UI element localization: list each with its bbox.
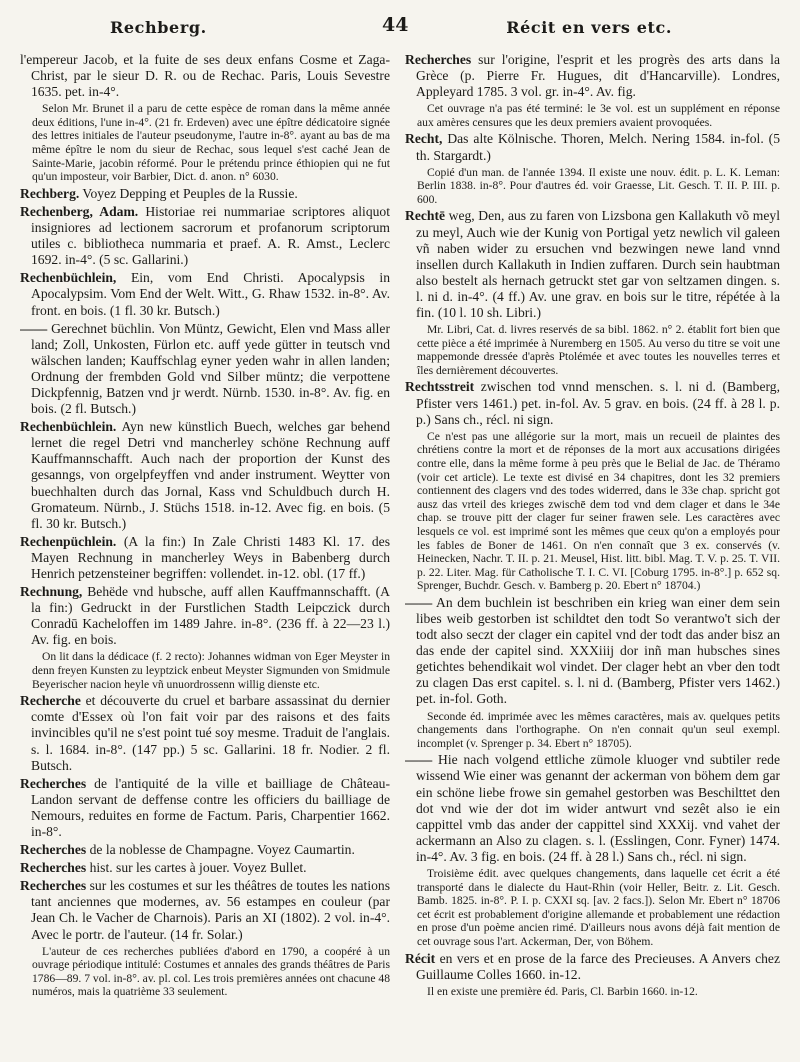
entry-headword: Rechtsstreit	[405, 379, 475, 395]
entry-headword: Recht,	[405, 131, 443, 147]
dictionary-entry	[405, 52, 780, 100]
dictionary-entry	[405, 208, 780, 321]
dictionary-entry	[20, 693, 390, 773]
entry-headword: Rechtē	[405, 208, 446, 224]
entry-text: zwischen tod vnnd menschen. s. l. ni d. (Bamberg, Pfister vers 1461.) pet. in-fol. Av. 5 grav. en bois. (24 ff. à 28 l. p. p.) Sans ch., récl. ni sign.	[416, 379, 780, 427]
entry-note: Il en existe une première éd. Paris, Cl. Barbin 1660. in-12.	[427, 984, 698, 998]
entry-note: On lit dans la dédicace (f. 2 recto): Johannes widman von Eger Meyster in denn freyen Kunsten zu leyptzick enbeut Meyster Sigmunden von Smidmule Beyerischer nacion heyle vñ unuordrossenn willig dienste etc.	[32, 650, 390, 691]
entry-text: weg, Den, aus zu faren von Lizsbona gen Kallakuth võ meyl zu meyl, Auch wie der Kunig von Portigal yetz newlich vil galeen vñ naben wider zu ersuchen vnd bezwingen newe land vnnd insellen durch Kallakuth in Indien zuffaren. Durch sein haubtman also bestelt als hernach getruckt stet gar von seltzamen dingen. s. l. ni d. in-4°. (4 ff.) Av. une grav. en bois sur le titre, répétée à la fin. (10 l. 10 sh. Libri.)	[416, 208, 780, 320]
dictionary-entry	[20, 52, 390, 100]
entry-note: Mr. Libri, Cat. d. livres reservés de sa bibl. 1862. n° 2. établit fort bien que cette pièce a été imprimée à Nuremberg en 1505. Au verso du titre se voit une mappemonde dressée d'après Ptolémée et avec toutes les nouvelles terres et îles dernièrement découvertes.	[417, 323, 780, 377]
entry-headword: Recherches	[405, 52, 472, 67]
entry-note: Troisième édit. avec quelques changements, dans laquelle cet écrit a été transporté dans le dialecte du Haut-Rhin (voir Heller, Beitr. z. Lit. Gesch. Bamb. 1825. in-8°. P. I. p. CXXI sq. [av. 2 facs.]). Selon Mr. Ebert n° 18706 cet écrit est probablement d'origine allemande et probablement une rédaction en prose d'un poème ancien rimé. D'ailleurs nous avons déjà fait mention de cet ouvrage sous l'art. Ackerman, Der, von Böhem.	[417, 866, 780, 948]
dictionary-entry	[20, 321, 390, 418]
dictionary-entry	[20, 204, 390, 268]
entry-headword: Rechnung,	[20, 584, 83, 600]
dictionary-entry	[405, 951, 780, 983]
entry-text: Historiae rei nummariae scriptores aliquot insigniores ad lectionem sacrorum et profanorum scriptorum utiles c. bibliotheca nummaria et praef. A. R. Amst., Leclerc 1692. in-4°. (5 sc. Gallarini.)	[31, 203, 390, 268]
entry-text: de l'antiquité de la ville et bailliage de Château-Landon servant de deffense contre les officiers du bailliage de Nemours, reduites en forme de Factum. Paris, Charpentier 1662. in-8°.	[31, 775, 390, 839]
left-column	[20, 52, 390, 1052]
entry-headword: ——	[405, 594, 433, 610]
entry-headword: ——	[20, 320, 48, 336]
entry-text: Behëde vnd hubsche, auff allen Kauffmannschafft. (A la fin:) Gedruckt in der Furstlichen Stadth Leipczick durch Conradū Kacheloffen im 1489 Jahre. in-8°. (236 ff. à 22—23 l.) Av. fig. en bois.	[31, 584, 390, 648]
entry-headword: Rechenbüchlein,	[20, 270, 117, 286]
entry-note: Copié d'un man. de l'année 1394. Il existe une nouv. édit. p. L. K. Leman: Berlin 1838. in-8°. Pour d'autres éd. voir Graesse, Lit. Gesch. T. II. P. III. p. 600.	[417, 165, 780, 206]
dictionary-entry	[20, 776, 390, 840]
dictionary-entry	[20, 186, 390, 202]
dictionary-entry	[405, 131, 780, 163]
page-number: 44	[382, 14, 409, 36]
dictionary-entry	[20, 878, 390, 942]
dictionary-entry	[405, 379, 780, 427]
entry-note: Seconde éd. imprimée avec les mêmes caractères, mais av. quelques petits changements dans l'orthographe. On n'en connait qu'un seul exempl. incomplet (v. Sprenger p. 34. Ebert n° 18705).	[417, 709, 780, 750]
entry-text: An dem buchlein ist beschriben ein krieg wan einer dem sein libes weib gestorben ist schildtet den todt So verantwo't sich der todt also seczt der clager ein capitel vnd der todt das ander bisz an das ende der capitel sind. XXXiiij dor inñ man hubsches sines getichtes behendikait wol vindet. Der clager hebt an vber den todt zu clagen Das erst capitel. s. l. ni d. (Bamberg, Pfister vers 1462.) pet. in-fol. Goth.	[416, 594, 780, 707]
entry-text: Hie nach volgend ettliche zümole kluoger vnd subtiler rede wissend Wie einer was genannt der ackerman von böhem dem gar ein schöne liebe frowe sin gemahel gestorben was Beschilttet den dot vnd wie der dot im wider antwurt vnd sezêt also ie ein cappittel vmb das ander der cappittel sind XXXij. vnd vahet der ackermann an Also zu clagen. s. l. (Esslingen, Conr. Fyner) 1474. in-4°. Av. 3 fig. en bois. (24 ff. à 28 l.) Sans ch., récl. ni sign.	[416, 752, 780, 864]
entry-text: l'empereur Jacob, et la fuite de ses deux enfans Cosme et Zaga-Christ, par le sieur D. R. ou de Rechac. Paris, Louis Sevestre 1635. pet. in-4°.	[20, 52, 390, 100]
entry-headword: Recherches	[20, 842, 87, 858]
entry-headword: Recherches	[20, 878, 87, 894]
dictionary-entry	[20, 419, 390, 532]
entry-text: sur les costumes et sur les théâtres de toutes les nations tant anciennes que modernes, av. 56 estampes en couleur (par Jean Ch. le Vacher de Charnois). Paris an XI (1802). 2 vol. in-4°. Avec le portr. de l'auteur. (14 fr. Solar.)	[31, 878, 390, 942]
entry-headword: Recherche	[20, 693, 81, 709]
header-right-title: Récit en vers etc.	[506, 18, 672, 37]
entry-text: sur l'origine, l'esprit et les progrès des arts dans la Grèce (p. Pierre Fr. Hugues, dit d'Hancarville). Londres, Appleyard 1785. 3 vol. gr. in-4°. Av. fig.	[416, 52, 780, 100]
entry-text: Gerechnet büchlin. Von Müntz, Gewicht, Elen vnd Mass aller land; Zoll, Unkosten, Fürlon etc. auff yede gütter in teutsch vnd wälschen landen; Kauffschlag eyner yeden wahr in allen landen; Ordnung der frembden Gold vnd Silber müntz; die verpottene Dickpfennig, Batzen vnd jr werdt. Nürnb. 1530. in-8°. Av. fig. en bois. (2 fl. Butsch.)	[31, 320, 390, 417]
entry-text: en vers et en prose de la farce des Precieuses. A Anvers chez Guillaume Colles 1660. in-12.	[416, 950, 780, 982]
dictionary-entry	[20, 860, 390, 876]
dictionary-entry	[20, 534, 390, 582]
entry-note: Selon Mr. Brunet il a paru de cette espèce de roman dans la même année deux éditions, l'une in-4°. (21 fr. Erdeven) avec une épître dédicatoire signée des lettres initiales de l'auteur pseudonyme, l'autre in-8°. ayant au bas de ma même épître le nom du sieur de Rechac, sous lequel s'est caché Jean de Sainte-Marie, jacobin réformé. Pour le prétendu prince éthiopien qui ne fut qu'un imposteur, voir Barbier, Dict. d. anon. n° 6030.	[32, 102, 390, 184]
entry-text: de la noblesse de Champagne. Voyez Caumartin.	[86, 842, 355, 858]
dictionary-entry	[20, 270, 390, 318]
entry-text: hist. sur les cartes à jouer. Voyez Bullet.	[86, 860, 307, 876]
entry-note: L'auteur de ces recherches publiées d'abord en 1790, a coopéré à un ouvrage périodique intitulé: Costumes et annales des grands théâtres de Paris 1786—89. 7 vol. in-8°. av. pl. col. Les trois premières années ont chacune 48 numéros, mais la quatrième 33 seulement.	[32, 944, 390, 999]
header-left-title: Rechberg.	[110, 18, 207, 37]
entry-headword: Rechenpüchlein.	[20, 533, 117, 549]
entry-note: Ce n'est pas une allégorie sur la mort, mais un recueil de plaintes des chrétiens contre la mort et de réponses de la mort aux accusations dirigées contre elle, dans la même forme à peu près que le Belial de Jac. de Théramo (voir cet article). Le texte est divisé en 34 chapitres, dont les 32 premiers contiennent des clagers vnd des todes widerred, dans le 33e chap. spricht got ausz das vrteil des krieges zwischē dem tod vnd dem clager et dans le 34e chap. se trouve pitt der clager fur seiner frawen sele. Les caractères avec lesquels ce vol. est imprimé sont les mêmes que ceux qu'on a employés pour les fables de Boner de 1461. On n'en connaît que 3 ex. conservés (v. Heinecken, Nachr. T. II. p. 21. Meusel, Hist. litt. bibl. Mag. T. V. p. 25. T. VII. p. 22. Liter. Mag. für Catholische T. I. C. VI. [Coburg 1795. in-8°.] p. 652 sq. Sprenger, Buchdr. Gesch. v. Bamberg p. 20. Ebert n° 18704.)	[417, 429, 780, 593]
dictionary-entry	[20, 842, 390, 858]
entry-text: Das alte Kölnische. Thoren, Melch. Nering 1584. in-fol. (5 th. Stargardt.)	[416, 131, 780, 163]
entry-headword: Récit	[405, 950, 436, 966]
entry-headword: Rechberg.	[20, 185, 80, 201]
entry-text: Ein, vom End Christi. Apocalypsis in Apocalypsim. Vom End der Welt. Witt., G. Rhaw 1532. in-8°. Av. front. en bois. (1 fl. 30 kr. Butsch.)	[31, 270, 390, 318]
entry-text: Ayn new künstlich Buech, welches gar behend lernet die regel Detri vnd mancherley schöne Rechnung auff Kauffmannschafft. Auch nach der proportion der Kunst des gesanngs, von orgelpfeyffen vnd ander instrument. Weytter von buechhalten durch das Jornal, Kass vnd Schuldbuch durch H. Gromateum. Nürnb., J. Stüchs 1518. in-12. Avec fig. en bois. (5 fl. 30 kr. Butsch.)	[31, 419, 390, 531]
entry-headword: Rechenbüchlein.	[20, 419, 117, 435]
entry-text: Voyez Depping et Peuples de la Russie.	[79, 185, 298, 201]
right-column	[405, 52, 780, 1052]
entry-text: (A la fin:) In Zale Christi 1483 Kl. 17. des Mayen Rechnung in mancherley Weys in Babenberg durch Henrich petzensteiner begriffen: vollendet. in-12. obl. (17 ff.)	[31, 533, 390, 581]
entry-headword: Recherches	[20, 860, 87, 876]
entry-note: Cet ouvrage n'a pas été terminé: le 3e vol. est un supplément en réponse aux amères censures que les deux premiers avaient provoquées.	[417, 102, 780, 129]
dictionary-entry	[20, 584, 390, 648]
dictionary-entry	[405, 595, 780, 708]
entry-headword: Recherches	[20, 775, 87, 791]
dictionary-entry	[405, 752, 780, 865]
running-header	[0, 14, 800, 42]
entry-headword: ——	[405, 752, 433, 768]
entry-headword: Rechenberg, Adam.	[20, 203, 139, 219]
entry-text: et découverte du cruel et barbare assassinat du dernier comte d'Essex où l'on fait voir par des raisons et des faits invincibles qu'il ne s'est point tué soy mesme. Traduit de l'anglais. s. l. 1684. in-8°. (147 pp.) 5 sc. Gallarini. 18 fr. Nodier. 2 fl. Butsch.	[31, 693, 390, 773]
